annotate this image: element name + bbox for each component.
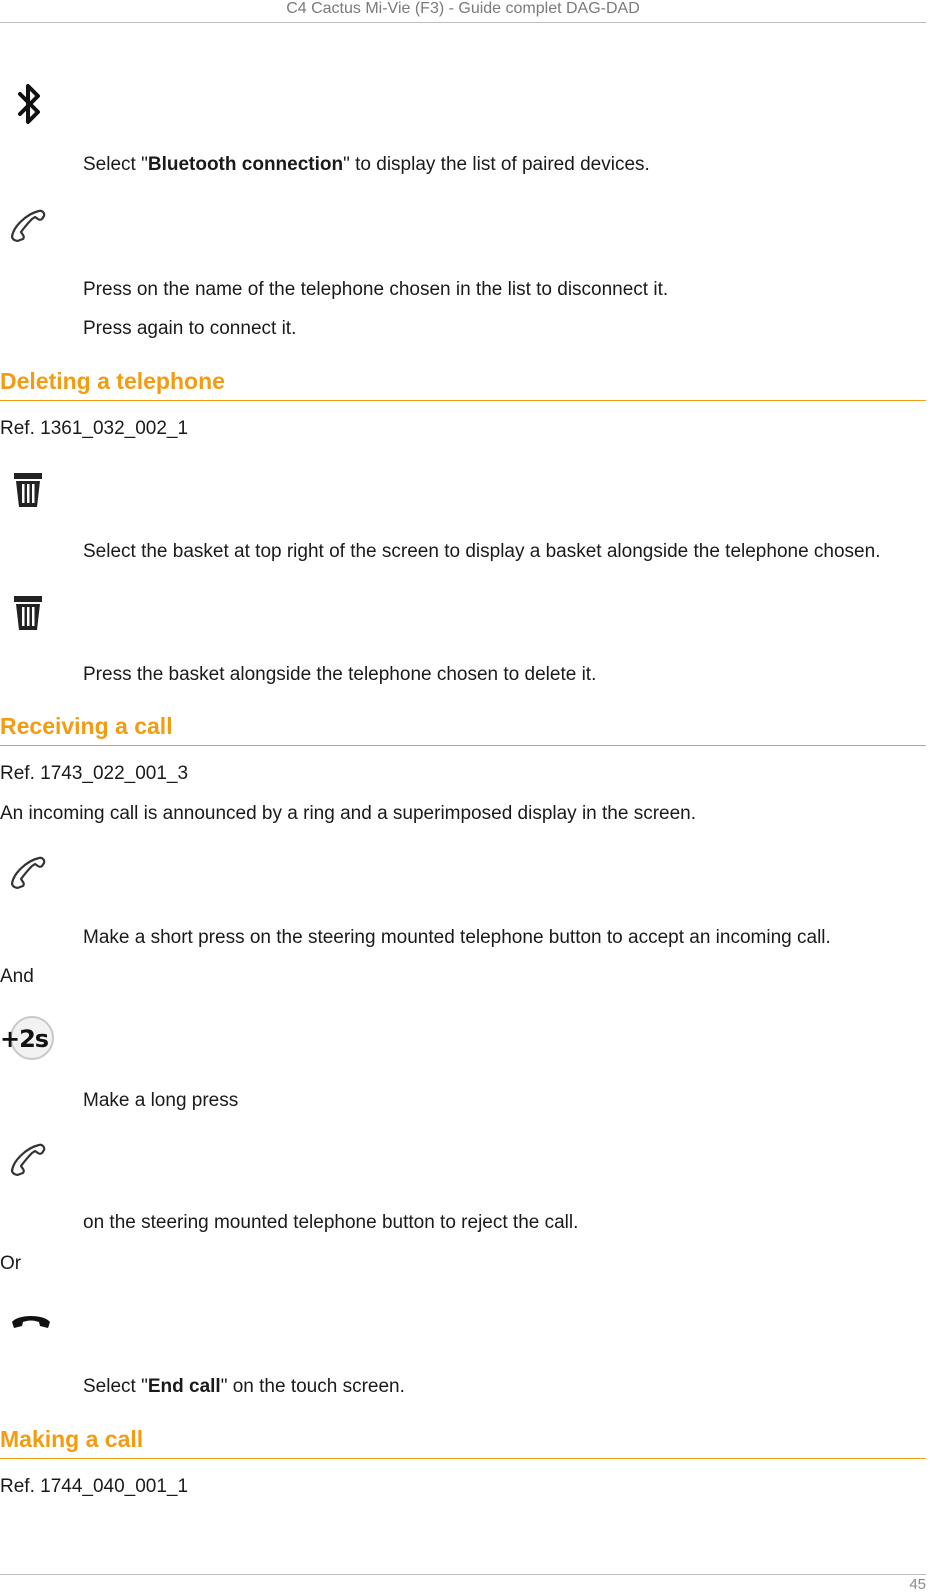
press-name-text: Press on the name of the telephone chosen in the list to disconnect it. [83,279,669,300]
end-call-icon [8,1310,54,1334]
bluetooth-icon [14,80,44,130]
ref-receiving: Ref. 1743_022_001_3 [0,763,189,784]
phone-handset-icon [8,207,48,243]
long-press-text: Make a long press [83,1090,239,1111]
heading-making-call: Making a call [0,1426,926,1459]
ref-deleting: Ref. 1361_032_002_1 [0,418,189,439]
phone-handset-icon [8,1141,48,1177]
reject-call-text: on the steering mounted telephone button to reject the call. [83,1212,579,1233]
bluetooth-connection-text: Select "Bluetooth connection" to display the list of paired devices. [83,154,650,175]
ref-making-call: Ref. 1744_040_001_1 [0,1476,189,1497]
press-again-text: Press again to connect it. [83,318,297,339]
heading-deleting-telephone: Deleting a telephone [0,368,926,401]
and-text: And [0,966,34,987]
basket-icon [12,593,44,633]
end-call-text: Select "End call" on the touch screen. [83,1376,405,1397]
short-press-text: Make a short press on the steering mounted telephone button to accept an incoming call. [83,927,831,948]
basket-icon [12,470,44,510]
basket-delete-text: Press the basket alongside the telephone chosen to delete it. [83,664,597,685]
running-header: C4 Cactus Mi-Vie (F3) - Guide complet DAG-DAD [0,0,926,23]
heading-receiving-call: Receiving a call [0,713,926,746]
phone-handset-icon [8,854,48,890]
or-text: Or [0,1253,22,1274]
long-press-2s-icon: +2s [0,1015,56,1061]
incoming-call-text: An incoming call is announced by a ring and a superimposed display in the screen. [0,803,697,824]
page-number: 45 [0,1574,926,1594]
basket-top-text: Select the basket at top right of the screen to display a basket alongside the telephone chosen. [83,541,881,562]
